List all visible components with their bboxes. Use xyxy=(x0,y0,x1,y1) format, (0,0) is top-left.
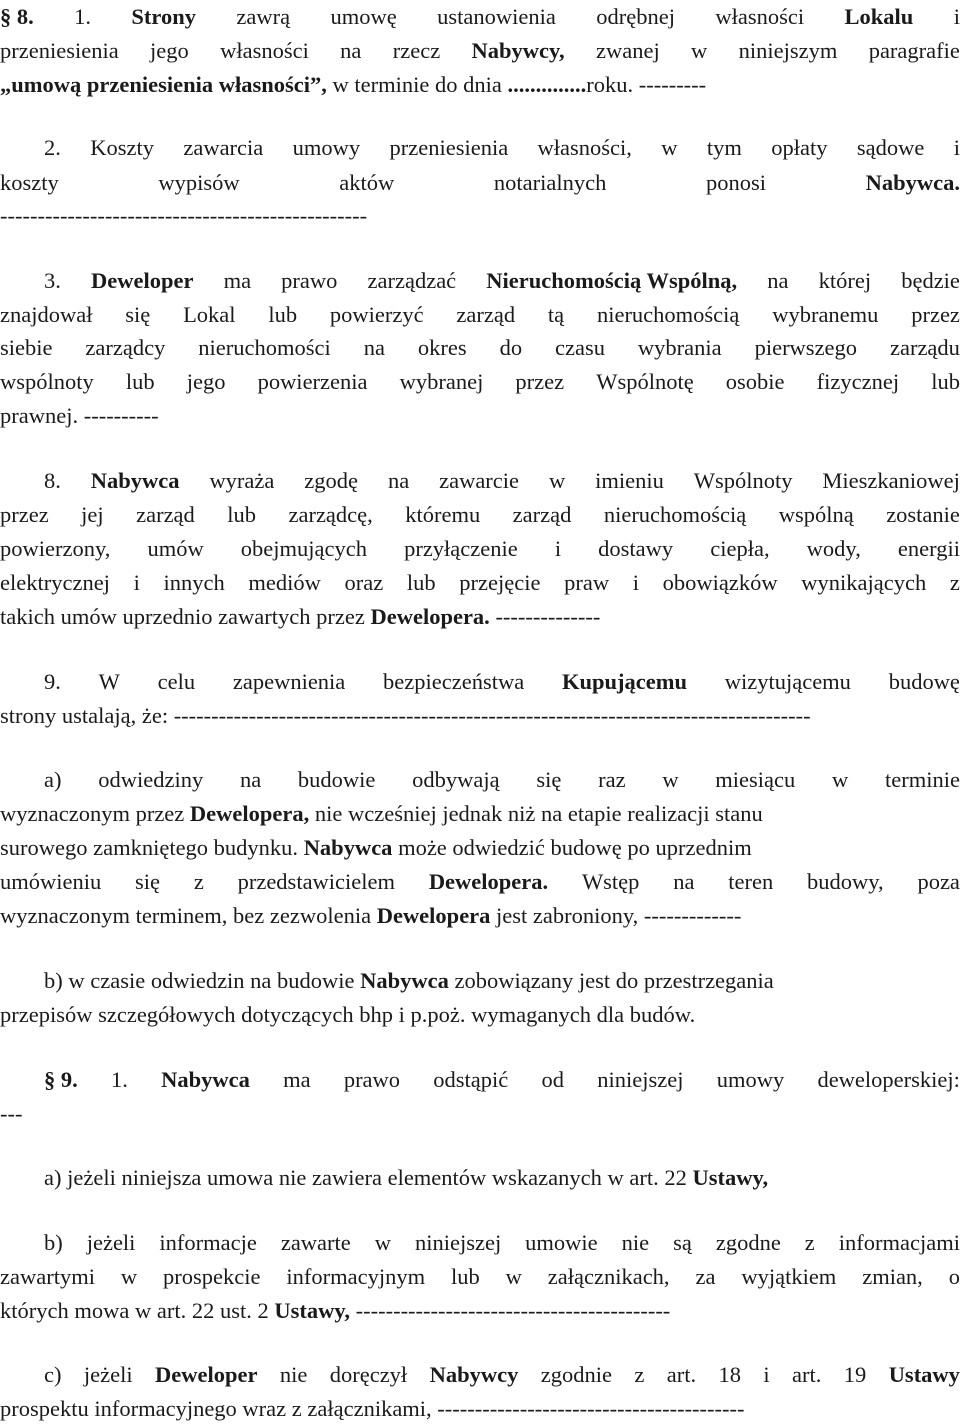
p8-point3-line-1-w1: Deweloper xyxy=(90,268,194,293)
p8-a-line-1-w9: w xyxy=(832,767,849,792)
p9-a-line-1 xyxy=(44,1161,960,1195)
p9-a-line-1-s1: jeżeli niniejsza umowa nie zawiera elementów wskazanych w art. 22 xyxy=(61,1165,693,1190)
p8-b-line-2-s0: przepisów szczegółowych dotyczących bhp i p.poż. wymaganych dla budów. xyxy=(0,1002,696,1027)
p8-a-line-4 xyxy=(0,865,960,899)
p8-point3-line-2 xyxy=(0,298,960,332)
p8-a-line-3-s1: Nabywca xyxy=(303,835,393,860)
p8-point3-line-4-w5: przez xyxy=(515,369,565,394)
p8-point8-line-1-w1: Nabywca xyxy=(90,468,180,493)
p8-point8-line-4-w1: i xyxy=(133,570,140,595)
p8-a-line-1-w8: miesiącu xyxy=(715,767,796,792)
p9-b-line-2-w10: o xyxy=(948,1264,960,1289)
p8-point2-line-1 xyxy=(44,131,960,165)
p8-point8-line-1-w0: 8. xyxy=(44,468,61,493)
p8-a-line-1-w5: się xyxy=(536,767,562,792)
p8-line-1 xyxy=(0,0,960,34)
p8-b-line-1-s1: w czasie odwiedzin na budowie xyxy=(62,968,361,993)
p8-point3-line-4-w2: jego xyxy=(186,369,226,394)
p8-point3-line-5 xyxy=(0,399,960,433)
p8-point3-line-4-w8: fizycznej xyxy=(816,369,900,394)
p8-point8-line-1 xyxy=(44,464,960,498)
p8-a-line-1-w0: a) xyxy=(44,767,62,792)
p8-point2-line-1-w0: 2. xyxy=(44,135,61,160)
p8-point9-line-1-w1: W xyxy=(98,669,120,694)
p8-point3-line-3 xyxy=(0,331,960,365)
p8-a-line-5-s0: wyznaczonym terminem, bez zezwolenia xyxy=(0,903,377,928)
p8-point3-line-4-w6: Wspólnotę xyxy=(596,369,694,394)
p8-point8-line-4-w3: mediów xyxy=(248,570,321,595)
p9-b-line-1-w2: informacje xyxy=(159,1230,257,1255)
p8-point8-line-1-w9: Mieszkaniowej xyxy=(822,468,960,493)
p8-point8-line-2-w0: przez xyxy=(0,502,49,527)
p8-point8-line-5-s2: -------------- xyxy=(489,604,601,629)
p8-point8-line-1-w4: na xyxy=(387,468,410,493)
p8-point3-line-3-w8: pierwszego xyxy=(754,335,858,360)
p8-line-1-w9: i xyxy=(953,4,960,29)
p8-point8-line-2-w6: zarząd xyxy=(512,502,572,527)
p8-line-3-s1: w terminie do dnia xyxy=(326,72,508,97)
p8-line-3-s3: roku. --------- xyxy=(586,72,707,97)
p8-point8-line-3-w0: powierzony, xyxy=(0,536,111,561)
p9-b-line-3-s0: których mowa w art. 22 ust. 2 xyxy=(0,1298,275,1323)
p9-a-line-1-s2: Ustawy, xyxy=(692,1165,769,1190)
p8-point2-line-1-w5: własności, xyxy=(537,135,632,160)
p9-line-1-w6: od xyxy=(541,1067,564,1092)
p9-line-1-w2: Nabywca xyxy=(161,1067,250,1092)
p8-a-line-4-w0: umówieniu xyxy=(0,869,102,894)
p8-line-2-w2: własności xyxy=(220,38,309,63)
p9-b-line-1-w5: niniejszej xyxy=(414,1230,502,1255)
p8-point9-line-1-w2: celu xyxy=(157,669,196,694)
p8-a-line-1-w4: odbywają xyxy=(412,767,500,792)
p8-point2-line-1-w1: Koszty xyxy=(90,135,154,160)
p9-b-line-1-w0: b) xyxy=(44,1230,63,1255)
p9-b-line-3-s2: ------------------------------------------ xyxy=(349,1298,671,1323)
p8-line-2-w0: przeniesienia xyxy=(0,38,119,63)
p8-line-2 xyxy=(0,34,960,68)
p8-point2-line-1-w10: i xyxy=(953,135,960,160)
p8-line-2-w5: Nabywcy, xyxy=(471,38,565,63)
p9-b-line-2-w5: w xyxy=(505,1264,522,1289)
p9-a-line-1-s0: a) xyxy=(44,1165,62,1190)
p9-b-line-2-w7: za xyxy=(695,1264,716,1289)
p8-point8-line-1-w8: Wspólnoty xyxy=(693,468,793,493)
p8-b-line-1 xyxy=(44,964,960,998)
p8-a-line-1-w10: terminie xyxy=(885,767,960,792)
p9-b-line-1-w6: umowie xyxy=(525,1230,598,1255)
p8-a-line-1-w2: na xyxy=(239,767,262,792)
p8-point3-line-4-w4: wybranej xyxy=(399,369,484,394)
p8-point9-line-2-s0: strony ustalają, że: ------------------------------------------------------------------------------------- xyxy=(0,703,811,728)
p9-b-line-2-w1: w xyxy=(120,1264,138,1289)
p8-a-line-4-w7: teren xyxy=(728,869,774,894)
p8-point3-line-2-w7: nieruchomością xyxy=(596,302,740,327)
p8-point9-line-1-w6: wizytującemu xyxy=(724,669,851,694)
p8-point3-line-3-w0: siebie xyxy=(0,335,53,360)
p8-point8-line-2-w5: któremu xyxy=(405,502,481,527)
p8-point8-line-2-w3: lub xyxy=(227,502,257,527)
p8-point3-line-4 xyxy=(0,365,960,399)
p8-line-1-w4: umowę xyxy=(330,4,397,29)
p9-line-1-w9: deweloperskiej: xyxy=(817,1067,960,1092)
p8-point3-line-1-w8: będzie xyxy=(901,268,960,293)
p8-point8-line-4-w0: elektrycznej xyxy=(0,570,110,595)
p8-point2-line-3 xyxy=(0,199,960,233)
p8-a-line-5 xyxy=(0,899,960,933)
p8-line-1-w2: Strony xyxy=(131,4,197,29)
p9-line-2-s0: --- xyxy=(0,1101,23,1126)
p8-point8-line-4-w2: innych xyxy=(163,570,225,595)
p8-point8-line-3-w3: przyłączenie xyxy=(404,536,518,561)
p8-point8-line-2 xyxy=(0,498,960,532)
p9-c-line-2-s0: prospektu informacyjnego wraz z załącznikami, ----------------------------------------- xyxy=(0,1396,745,1421)
p8-a-line-4-w8: budowy, xyxy=(806,869,884,894)
p8-a-line-4-w5: Wstęp xyxy=(581,869,640,894)
p8-point3-line-2-w1: się xyxy=(125,302,151,327)
p8-point3-line-1-w4: zarządzać xyxy=(367,268,457,293)
p8-point3-line-3-w1: zarządcy xyxy=(85,335,166,360)
p9-b-line-2-w3: informacyjnym xyxy=(286,1264,426,1289)
p8-point3-line-4-w1: lub xyxy=(125,369,155,394)
p8-line-1-w3: zawrą xyxy=(236,4,291,29)
p8-point8-line-3-w1: umów xyxy=(147,536,204,561)
p8-a-line-1 xyxy=(44,763,960,797)
p8-point8-line-1-w7: imieniu xyxy=(595,468,664,493)
p8-point8-line-3 xyxy=(0,532,960,566)
p8-point3-line-3-w6: czasu xyxy=(555,335,605,360)
p8-a-line-5-s1: Dewelopera xyxy=(376,903,491,928)
p8-point8-line-5-s1: Dewelopera. xyxy=(370,604,490,629)
p9-b-line-2-w0: zawartymi xyxy=(0,1264,95,1289)
p8-point2-line-2 xyxy=(0,166,960,200)
p8-point3-line-1-w6: na xyxy=(767,268,789,293)
p8-point2-line-1-w6: w xyxy=(661,135,678,160)
p8-a-line-3 xyxy=(0,831,960,865)
p8-line-2-w7: w xyxy=(691,38,708,63)
p8-line-1-w0: § 8. xyxy=(0,4,34,29)
p8-a-line-1-w3: budowie xyxy=(297,767,376,792)
p8-point3-line-3-w5: do xyxy=(499,335,523,360)
p8-point9-line-1 xyxy=(44,665,960,699)
p8-point8-line-5-s0: takich umów uprzednio zawartych przez xyxy=(0,604,371,629)
p8-a-line-1-w7: w xyxy=(662,767,679,792)
p8-point3-line-1-w2: ma xyxy=(223,268,252,293)
p8-a-line-1-w6: raz xyxy=(598,767,626,792)
p8-line-1-w8: Lokalu xyxy=(844,4,914,29)
p9-b-line-1-w4: w xyxy=(374,1230,391,1255)
p8-point8-line-4-w11: z xyxy=(949,570,960,595)
p9-c-line-1-w1: jeżeli xyxy=(83,1362,133,1387)
p9-b-line-1-w9: zgodne xyxy=(715,1230,781,1255)
p8-a-line-4-w1: się xyxy=(135,869,161,894)
p9-b-line-1 xyxy=(44,1226,960,1260)
p8-a-line-2-s2: nie wcześniej jednak niż na etapie realizacji stanu xyxy=(309,801,763,826)
p8-line-1-w7: własności xyxy=(715,4,805,29)
p8-point8-line-4-w10: wynikających xyxy=(801,570,927,595)
p8-b-line-2 xyxy=(0,998,960,1032)
p8-point9-line-1-w7: budowę xyxy=(888,669,960,694)
p8-line-1-w5: ustanowienia xyxy=(437,4,556,29)
p9-line-1 xyxy=(44,1063,960,1097)
p8-point8-line-4-w5: lub xyxy=(406,570,436,595)
p8-point3-line-1-w7: której xyxy=(818,268,872,293)
p8-line-2-w9: paragrafie xyxy=(868,38,960,63)
p8-b-line-1-s2: Nabywca xyxy=(360,968,449,993)
p8-line-1-w6: odrębnej xyxy=(596,4,675,29)
p9-line-1-w1: 1. xyxy=(110,1067,128,1092)
p9-b-line-3-s1: Ustawy, xyxy=(274,1298,350,1323)
p8-a-line-3-s2: może odwiedzić budowę po uprzednim xyxy=(392,835,752,860)
p8-a-line-4-w2: z xyxy=(193,869,204,894)
p8-a-line-4-w4: Dewelopera. xyxy=(428,869,549,894)
p8-point3-line-2-w6: tą xyxy=(547,302,565,327)
p8-point3-line-2-w5: zarząd xyxy=(456,302,516,327)
p8-point9-line-1-w4: bezpieczeństwa xyxy=(383,669,525,694)
p8-point8-line-4-w8: i xyxy=(632,570,639,595)
p8-a-line-3-s0: surowego zamkniętego budynku. xyxy=(0,835,304,860)
p8-point3-line-2-w3: lub xyxy=(268,302,298,327)
p8-line-3-s0: „umową przeniesienia własności”, xyxy=(0,72,327,97)
p8-point3-line-2-w0: znajdował xyxy=(0,302,93,327)
p9-c-line-1-w10: i xyxy=(763,1362,770,1387)
p8-point8-line-3-w5: dostawy xyxy=(598,536,674,561)
p8-line-2-w3: na xyxy=(340,38,362,63)
p9-b-line-1-w10: z xyxy=(804,1230,815,1255)
p8-point2-line-3-s0: ------------------------------------------------- xyxy=(0,203,368,228)
p9-b-line-1-w7: nie xyxy=(621,1230,650,1255)
p8-point8-line-1-w6: w xyxy=(548,468,566,493)
p8-point3-line-3-w9: zarządu xyxy=(889,335,960,360)
p9-line-1-w7: niniejszej xyxy=(597,1067,684,1092)
p8-point3-line-1-w0: 3. xyxy=(44,268,61,293)
p8-point3-line-4-w3: powierzenia xyxy=(257,369,368,394)
p8-point3-line-5-s0: prawnej. ---------- xyxy=(0,403,159,428)
p8-point8-line-3-w2: obejmujących xyxy=(240,536,367,561)
p9-c-line-1-w4: doręczył xyxy=(329,1362,408,1387)
p8-point8-line-1-w3: zgodę xyxy=(304,468,359,493)
p8-point8-line-4-w4: oraz xyxy=(344,570,384,595)
p8-point3-line-4-w9: lub xyxy=(931,369,960,394)
p8-point9-line-2 xyxy=(0,699,960,733)
p9-line-1-w3: ma xyxy=(283,1067,311,1092)
p9-b-line-1-w1: jeżeli xyxy=(86,1230,136,1255)
p8-a-line-2-s0: wyznaczonym przez xyxy=(0,801,190,826)
p9-c-line-1-w11: art. xyxy=(792,1362,822,1387)
p9-c-line-1-w3: nie xyxy=(279,1362,308,1387)
p8-point2-line-2-w4: ponosi xyxy=(705,170,766,195)
p9-b-line-1-w11: informacjami xyxy=(838,1230,960,1255)
p8-point2-line-2-w5: Nabywca. xyxy=(865,170,960,195)
p8-a-line-1-w1: odwiedziny xyxy=(98,767,204,792)
p8-point2-line-1-w9: sądowe xyxy=(856,135,925,160)
p8-point3-line-3-w7: wybrania xyxy=(637,335,722,360)
p8-point8-line-3-w4: i xyxy=(554,536,562,561)
p8-point8-line-2-w8: wspólną xyxy=(778,502,854,527)
p8-point8-line-2-w1: jej xyxy=(81,502,104,527)
p8-point3-line-3-w3: na xyxy=(363,335,385,360)
p8-point8-line-2-w2: zarząd xyxy=(136,502,195,527)
p9-c-line-2 xyxy=(0,1392,960,1426)
p8-point3-line-1-w5: Nieruchomością Wspólną, xyxy=(486,268,738,293)
p8-point2-line-2-w2: aktów xyxy=(339,170,395,195)
p8-point9-line-1-w5: Kupującemu xyxy=(561,669,687,694)
p9-b-line-1-w3: zawarte xyxy=(280,1230,351,1255)
p8-a-line-4-w3: przedstawicielem xyxy=(237,869,396,894)
p9-b-line-2-w9: zmian, xyxy=(862,1264,923,1289)
p8-point3-line-2-w9: przez xyxy=(911,302,960,327)
p9-line-1-w0: § 9. xyxy=(44,1067,78,1092)
p9-c-line-1-w0: c) xyxy=(44,1362,62,1387)
p9-b-line-2-w8: wyjątkiem xyxy=(741,1264,837,1289)
p9-b-line-1-w8: są xyxy=(673,1230,692,1255)
p8-point8-line-4 xyxy=(0,566,960,600)
p9-line-1-w8: umowy xyxy=(716,1067,785,1092)
p8-point2-line-1-w4: przeniesienia xyxy=(389,135,509,160)
p8-line-2-w4: rzecz xyxy=(392,38,441,63)
p9-c-line-1 xyxy=(44,1358,960,1392)
p9-c-line-1-w8: art. xyxy=(666,1362,697,1387)
p8-point8-line-2-w7: nieruchomością xyxy=(603,502,747,527)
p9-line-2 xyxy=(0,1097,960,1131)
p9-line-1-w4: prawo xyxy=(343,1067,401,1092)
p8-a-line-5-s2: jest zabroniony, ------------- xyxy=(490,903,742,928)
p9-b-line-2-w4: lub xyxy=(450,1264,480,1289)
p8-point2-line-1-w2: zawarcia xyxy=(183,135,264,160)
p8-point2-line-1-w8: opłaty xyxy=(771,135,828,160)
p9-c-line-1-w2: Deweloper xyxy=(154,1362,258,1387)
p8-line-3 xyxy=(0,68,960,102)
p8-point8-line-4-w7: praw xyxy=(564,570,610,595)
p8-point8-line-2-w9: zostanie xyxy=(886,502,960,527)
p9-b-line-2 xyxy=(0,1260,960,1294)
p9-c-line-1-w13: Ustawy xyxy=(888,1362,960,1387)
p8-point8-line-4-w9: obowiązków xyxy=(662,570,778,595)
p8-line-3-s2: .............. xyxy=(507,72,587,97)
p8-point3-line-3-w2: nieruchomości xyxy=(198,335,331,360)
p8-point8-line-2-w4: zarządcę, xyxy=(288,502,373,527)
p9-c-line-1-w5: Nabywcy xyxy=(429,1362,519,1387)
p8-line-2-w6: zwanej xyxy=(596,38,660,63)
p8-point3-line-4-w7: osobie xyxy=(725,369,785,394)
p8-b-line-1-s0: b) xyxy=(44,968,63,993)
p8-line-1-w1: 1. xyxy=(74,4,92,29)
p9-c-line-1-w6: zgodnie xyxy=(540,1362,612,1387)
p8-point9-line-1-w0: 9. xyxy=(44,669,61,694)
p8-a-line-2-s1: Dewelopera, xyxy=(189,801,310,826)
p8-a-line-4-w9: poza xyxy=(917,869,960,894)
p8-point8-line-1-w2: wyraża xyxy=(209,468,275,493)
p8-point8-line-4-w6: przejęcie xyxy=(459,570,541,595)
p8-point3-line-4-w0: wspólnoty xyxy=(0,369,94,394)
p8-point8-line-3-w7: wody, xyxy=(806,536,861,561)
p8-point2-line-2-w1: wypisów xyxy=(158,170,240,195)
p8-point2-line-2-w0: koszty xyxy=(0,170,59,195)
p8-point8-line-1-w5: zawarcie xyxy=(439,468,520,493)
p8-b-line-1-s3: zobowiązany jest do przestrzegania xyxy=(448,968,774,993)
p9-line-1-w5: odstąpić xyxy=(433,1067,509,1092)
p9-c-line-1-w9: 18 xyxy=(718,1362,741,1387)
p9-c-line-1-w12: 19 xyxy=(843,1362,867,1387)
p8-point8-line-3-w8: energii xyxy=(897,536,960,561)
p9-b-line-2-w2: prospekcie xyxy=(163,1264,261,1289)
p8-point2-line-1-w7: tym xyxy=(706,135,742,160)
p9-c-line-1-w7: z xyxy=(634,1362,645,1387)
p8-line-2-w8: niniejszym xyxy=(738,38,838,63)
p8-a-line-2 xyxy=(0,797,960,831)
p8-point3-line-2-w8: wybranemu xyxy=(772,302,879,327)
p8-point3-line-3-w4: okres xyxy=(417,335,467,360)
p9-b-line-2-w6: załącznikach, xyxy=(547,1264,670,1289)
p8-a-line-4-w6: na xyxy=(673,869,695,894)
p9-b-line-3 xyxy=(0,1294,960,1328)
p8-point2-line-1-w3: umowy xyxy=(292,135,361,160)
p8-line-2-w1: jego xyxy=(150,38,189,63)
p8-point9-line-1-w3: zapewnienia xyxy=(232,669,346,694)
p8-point3-line-2-w4: powierzyć xyxy=(329,302,424,327)
p8-point3-line-1-w3: prawo xyxy=(281,268,338,293)
p8-point8-line-3-w6: ciepła, xyxy=(710,536,770,561)
p8-point3-line-2-w2: Lokal xyxy=(183,302,236,327)
p8-point8-line-5 xyxy=(0,600,960,634)
p8-point3-line-1 xyxy=(44,264,960,298)
p8-point2-line-2-w3: notarialnych xyxy=(493,170,607,195)
